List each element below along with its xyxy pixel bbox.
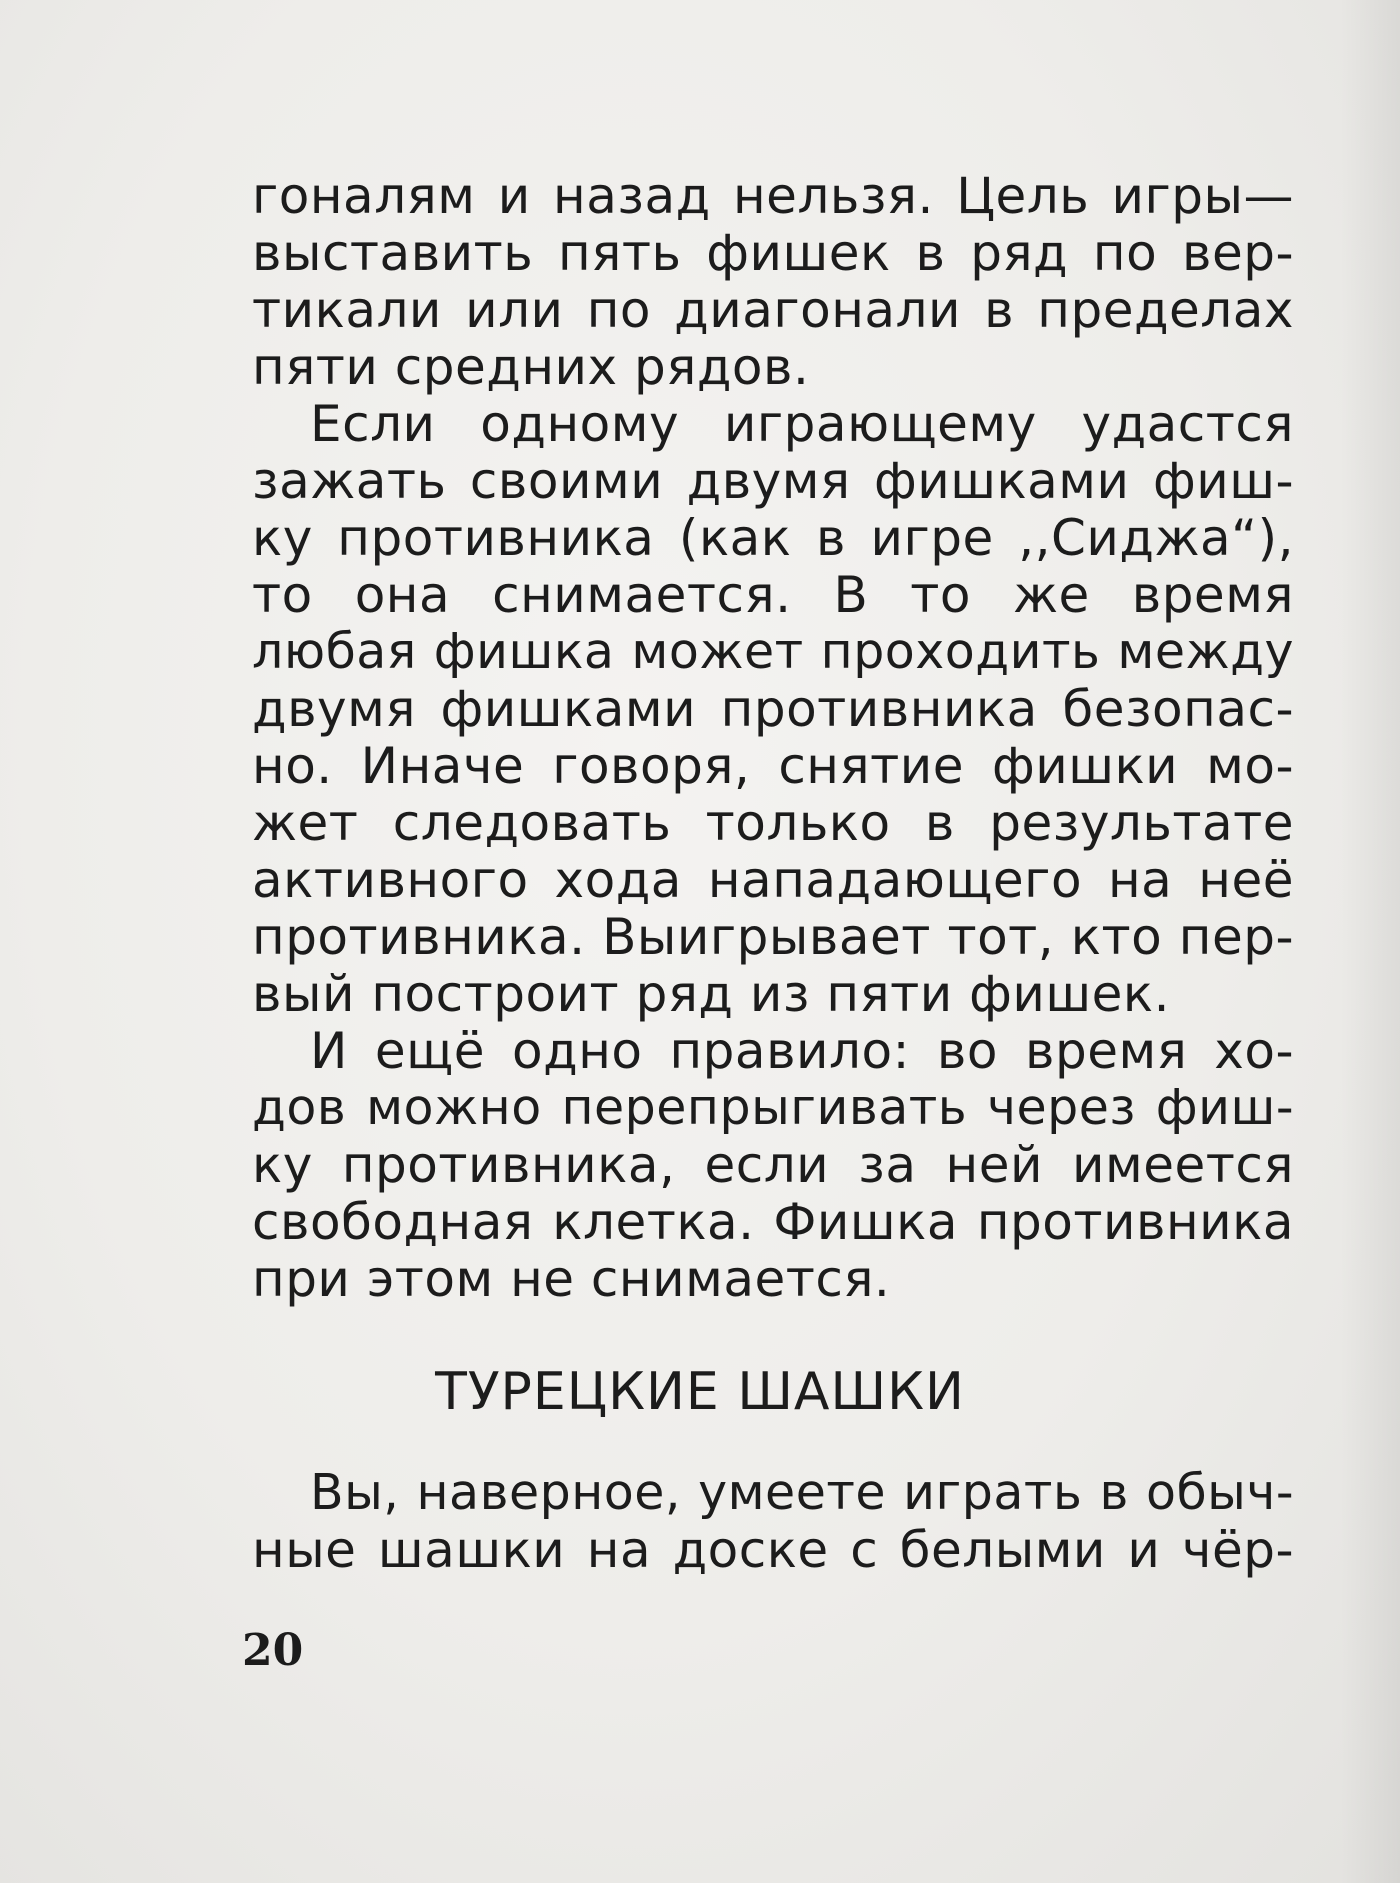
text-line: свободная клетка. Фишка противника — [252, 1193, 1294, 1251]
text-line: дов можно перепрыгивать через фиш- — [252, 1079, 1294, 1136]
text-line: то она снимается. В то же время — [252, 566, 1294, 624]
text-line: ку противника, если за ней имеется — [252, 1136, 1294, 1194]
text-line: пяти средних рядов. — [252, 338, 810, 396]
text-line: ку противника (как в игре ,,Сиджа“), — [252, 509, 1294, 567]
text-line: при этом не снимается. — [252, 1250, 891, 1308]
text-line: Если одному играющему удастся — [310, 395, 1294, 453]
text-line: гоналям и назад нельзя. Цель игры— — [252, 167, 1294, 225]
text-line: но. Иначе говоря, снятие фишки мо- — [252, 737, 1294, 795]
section-heading: ТУРЕЦКИЕ ШАШКИ — [435, 1362, 965, 1422]
text-line: зажать своими двумя фишками фиш- — [252, 452, 1294, 510]
text-line: жет следовать только в результате — [252, 794, 1294, 852]
text-line: выставить пять фишек в ряд по вер- — [252, 224, 1294, 282]
text-line: противника. Выигрывает тот, кто пер- — [252, 908, 1294, 966]
text-line: двумя фишками противника безопас- — [252, 680, 1294, 738]
text-line: Вы, наверное, умеете играть в обыч- — [310, 1464, 1294, 1521]
text-line: вый построит ряд из пяти фишек. — [252, 965, 1170, 1023]
text-line: И ещё одно правило: во время хо- — [310, 1022, 1294, 1080]
text-line: ные шашки на доске с белыми и чёр- — [252, 1521, 1294, 1579]
text-line: тикали или по диагонали в пределах — [252, 281, 1294, 339]
page-number: 20 — [242, 1625, 304, 1676]
text-line: любая фишка может проходить между — [252, 623, 1294, 680]
text-line: активного хода нападающего на неё — [252, 851, 1294, 909]
